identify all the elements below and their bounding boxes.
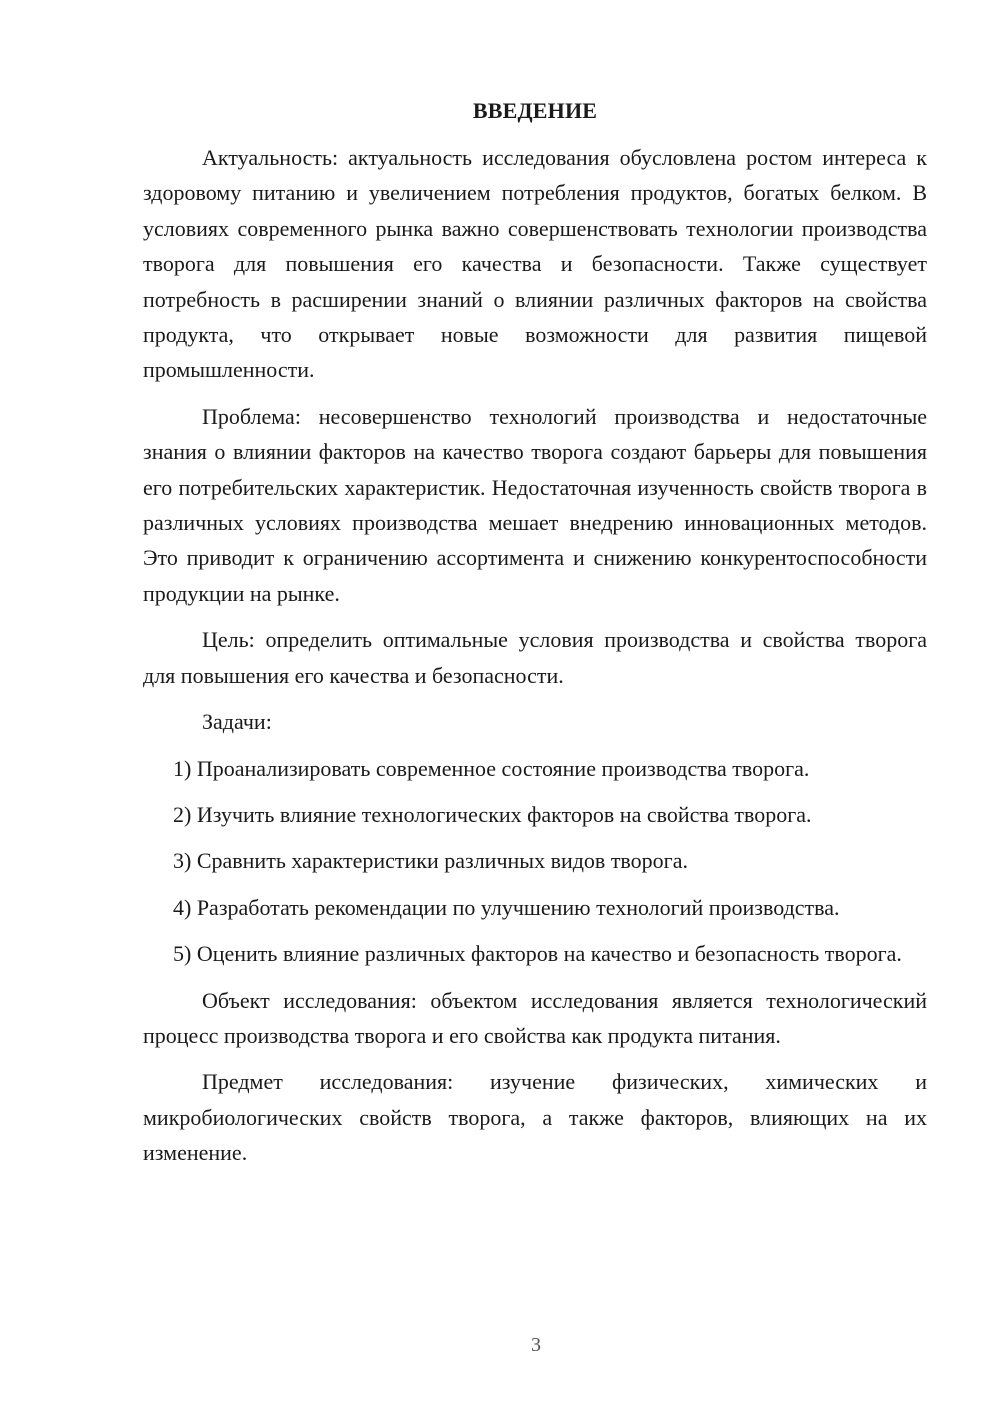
task-item-4: 4) Разработать рекомендации по улучшению технологий производства. [173, 894, 840, 920]
paragraph-relevance: Актуальность: актуальность исследования обусловлена ростом интереса к здоровому питанию и увеличением потребления продуктов, богатых белком. В условиях современного рынка важно совершенствовать технологии производства творога для повышения его качества и безопасности. Также существует потребность в расширении знаний о влиянии различных факторов на свойства продукта, что открывает новые возможности для развития пищевой промышленности. [143, 145, 927, 383]
paragraph-tasks-heading: Задачи: [202, 709, 272, 735]
paragraph-goal: Цель: определить оптимальные условия производства и свойства творога для повышения его качества и безопасности. [143, 627, 927, 688]
page-content [143, 93, 927, 1171]
task-item-2: 2) Изучить влияние технологических факторов на свойства творога. [173, 801, 812, 827]
section-heading: ВВЕДЕНИЕ [472, 98, 598, 123]
paragraph-object: Объект исследования: объектом исследования является технологический процесс производства творога и его свойства как продукта питания. [143, 987, 927, 1048]
paragraph-subject: Предмет исследования: изучение физических, химических и микробиологических свойств творога, а также факторов, влияющих на их изменение. [143, 1069, 927, 1166]
task-item-1: 1) Проанализировать современное состояние производства творога. [173, 755, 810, 781]
page-number: 3 [531, 1334, 541, 1356]
paragraph-problem: Проблема: несовершенство технологий производства и недостаточные знания о влиянии факторов на качество творога создают барьеры для повышения его потребительских характеристик. Недостаточная изученность свойств творога в различных условиях производства мешает внедрению инновационных методов. Это приводит к ограничению ассортимента и снижению конкурентоспособности продукции на рынке. [143, 403, 927, 606]
task-item-3: 3) Сравнить характеристики различных видов творога. [173, 848, 688, 874]
task-item-5: 5) Оценить влияние различных факторов на качество и безопасность творога. [173, 941, 902, 967]
